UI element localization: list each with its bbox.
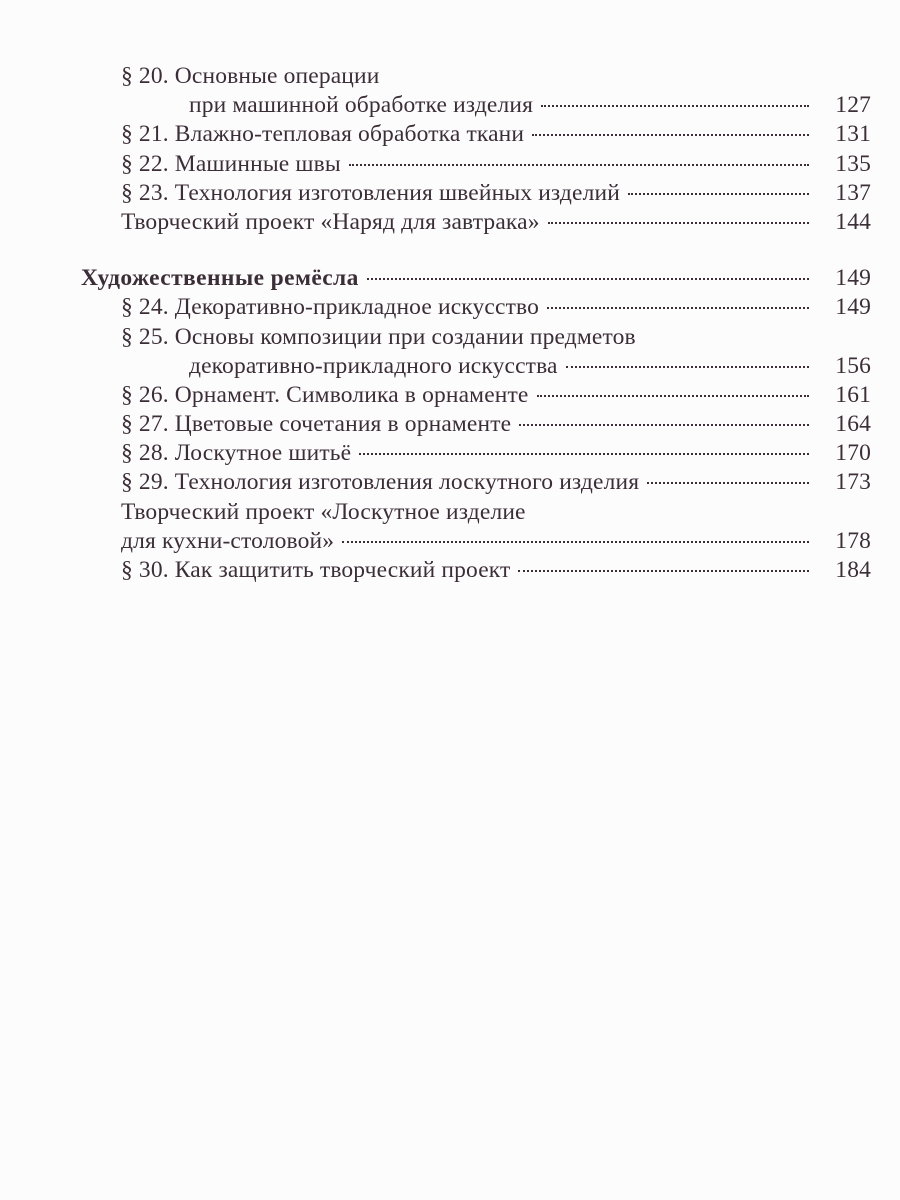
toc-page-number: 173 bbox=[835, 469, 871, 496]
dot-leader bbox=[518, 570, 809, 572]
toc-entry-text: § 23. Технология изготовления швейных изделий bbox=[121, 179, 620, 206]
toc-entry-23 bbox=[81, 179, 871, 208]
toc-entry-20-line1 bbox=[81, 62, 871, 91]
dot-leader bbox=[628, 193, 809, 195]
table-of-contents bbox=[81, 62, 871, 585]
toc-entry-text: Творческий проект «Наряд для завтрака» bbox=[121, 208, 540, 235]
toc-page-number: 161 bbox=[835, 381, 871, 408]
toc-entry-text: § 21. Влажно-тепловая обработка ткани bbox=[121, 121, 525, 148]
dot-leader bbox=[548, 222, 809, 224]
toc-page-number: 184 bbox=[835, 557, 871, 583]
toc-entry-28 bbox=[81, 439, 871, 468]
toc-entry-25-line2 bbox=[81, 352, 871, 381]
dot-leader bbox=[541, 105, 809, 107]
dot-leader bbox=[367, 278, 809, 280]
toc-entry-25-line1 bbox=[81, 323, 871, 352]
toc-entry-27 bbox=[81, 410, 871, 439]
toc-page-number: 149 bbox=[835, 265, 871, 292]
dot-leader bbox=[547, 307, 809, 309]
toc-entry-text: § 25. Основы композиции при создании предметов bbox=[121, 323, 636, 350]
toc-entry-project-2-line1 bbox=[81, 498, 871, 527]
toc-entry-29 bbox=[81, 468, 871, 497]
toc-entry-text: для кухни-столовой» bbox=[121, 527, 335, 554]
toc-page-number: 127 bbox=[835, 92, 871, 119]
dot-leader bbox=[532, 134, 809, 136]
toc-entry-26 bbox=[81, 381, 871, 410]
toc-page-number: 164 bbox=[835, 411, 871, 438]
toc-page-number: 131 bbox=[835, 121, 871, 148]
toc-entry-text: § 29. Технология изготовления лоскутного изделия bbox=[121, 469, 640, 496]
toc-page-number: 137 bbox=[835, 179, 871, 206]
toc-page-number: 144 bbox=[835, 208, 871, 235]
toc-entry-text: § 26. Орнамент. Символика в орнаменте bbox=[121, 381, 529, 408]
toc-section-title bbox=[81, 264, 871, 293]
dot-leader bbox=[537, 395, 809, 397]
toc-entry-24 bbox=[81, 293, 871, 322]
toc-page-number: 149 bbox=[835, 294, 871, 321]
toc-entry-22 bbox=[81, 150, 871, 179]
dot-leader bbox=[647, 482, 809, 484]
toc-entry-30 bbox=[81, 556, 871, 585]
toc-entry-text: § 30. Как защитить творческий проект bbox=[121, 557, 511, 583]
section-title-text: Художественные ремёсла bbox=[81, 265, 359, 292]
toc-entry-text: декоративно-прикладного искусства bbox=[189, 352, 558, 379]
toc-entry-project-1 bbox=[81, 208, 871, 237]
toc-entry-text: § 28. Лоскутное шитьё bbox=[121, 440, 352, 467]
toc-entry-text: § 22. Машинные швы bbox=[121, 150, 341, 177]
dot-leader bbox=[566, 366, 809, 368]
toc-page-number: 135 bbox=[835, 150, 871, 177]
dot-leader bbox=[359, 453, 809, 455]
toc-entry-text: Творческий проект «Лоскутное изделие bbox=[121, 498, 526, 525]
toc-entry-project-2-line2 bbox=[81, 527, 871, 556]
toc-page-number: 178 bbox=[835, 527, 871, 554]
dot-leader bbox=[349, 164, 809, 166]
toc-entry-20-line2 bbox=[81, 91, 871, 120]
toc-entry-21 bbox=[81, 120, 871, 149]
dot-leader bbox=[519, 424, 809, 426]
toc-page-number: 170 bbox=[835, 440, 871, 467]
toc-entry-text: § 24. Декоративно-прикладное искусство bbox=[121, 294, 539, 321]
toc-entry-text: при машинной обработке изделия bbox=[189, 92, 534, 119]
toc-entry-text: § 20. Основные операции bbox=[121, 63, 380, 89]
toc-entry-text: § 27. Цветовые сочетания в орнаменте bbox=[121, 411, 512, 438]
dot-leader bbox=[342, 541, 809, 543]
toc-page-number: 156 bbox=[835, 352, 871, 379]
section-gap bbox=[81, 237, 871, 264]
